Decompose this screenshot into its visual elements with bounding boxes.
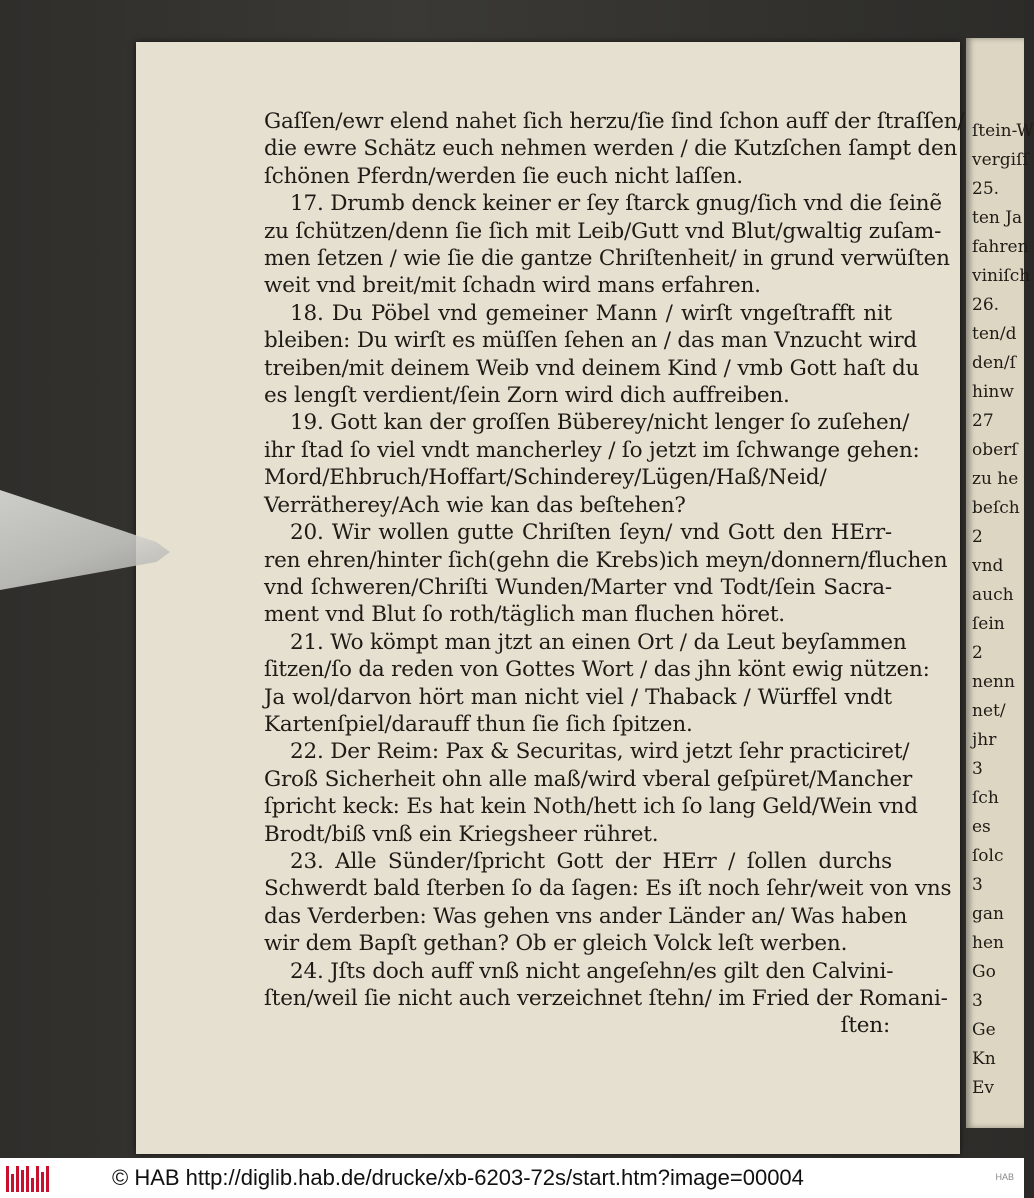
text-line: ſten/weil ſie nicht auch verzeichnet ſtehn/ im Fried der Romani- [264,986,948,1011]
text-line: es lengſt verdient/ſein Zorn wird dich auffreiben. [264,383,790,409]
book-page [136,42,965,1154]
facing-page-fragment: beſch [972,498,1020,518]
facing-page-fragment: ſein [972,614,1005,634]
facing-page-fragment: vnd [972,556,1004,576]
text-line: Verrätherey/Ach wie kan das beſtehen? [264,492,686,518]
text-line: 22. Der Reim: Pax & Securitas, wird jetzt ſehr practiciret/ [290,739,910,765]
text-line: bleiben: Du wirſt es müſſen ſehen an / das man Vnzucht wird [264,328,917,354]
text-line: ment vnd Blut ſo roth/täglich man fluchen höret. [264,602,785,628]
facing-page-fragment: nenn [972,672,1015,692]
facing-page-edge [966,38,1034,1128]
facing-page-fragment: den/ſ [972,353,1016,373]
text-line: die ewre Schätz euch nehmen werden / die Kutzſchen ſampt den [264,136,958,162]
footer-mark: HAB [995,1172,1014,1182]
hab-logo-icon [6,1164,50,1192]
facing-page-fragment: Ge [972,1020,996,1040]
facing-page-fragment: 26. [972,295,1000,315]
facing-page-fragment: net/ [972,701,1006,721]
text-line: ren ehren/hinter ſich(gehn die Krebs)ich meyn/donnern/fluchen [264,547,948,573]
text-line: ſchönen Pferdn/werden ſie euch nicht laſſen. [264,163,743,189]
facing-page-fragment: Ev [972,1078,995,1098]
text-line: 24. Jſts doch auff vnß nicht angeſehn/es gilt den Calvini- [290,958,894,984]
facing-page-fragment: Kn [972,1049,996,1069]
facing-page-fragment: 3 [972,991,983,1011]
text-line: Mord/Ehbruch/Hoffart/Schinderey/Lügen/Haß/Neid/ [264,465,827,491]
footer-credit: © HAB http://diglib.hab.de/drucke/xb-6203-72s/start.htm?image=00004 [112,1165,804,1190]
text-line: Schwerdt bald ſterben ſo da ſagen: Es iſt noch ſehr/weit von vns [264,876,952,902]
facing-page-fragment: 2 [972,527,983,547]
facing-page-fragment: 25. [972,179,1000,199]
text-line: Kartenſpiel/darauff thun ſie ſich ſpitzen. [264,711,693,737]
facing-page-fragment: ſch [972,788,999,808]
facing-page-fragment: ten/d [972,324,1017,344]
facing-page-fragment: ſolc [972,846,1004,866]
facing-page-fragment: vergiſſ [972,150,1029,170]
text-line: vnd ſchweren/Chriſti Wunden/Marter vnd Todt/ſein Sacra- [264,574,892,600]
text-line: 17. Drumb denck keiner er ſey ſtarck gnug/ſich vnd die ſeinẽ [290,191,942,217]
text-line: Ja wol/darvon hört man nicht viel / Thaback / Würffel vndt [264,684,892,710]
text-line: weit vnd breit/mit ſchadn wird mans erfahren. [264,273,761,299]
facing-page-fragment: oberſ [972,440,1018,460]
facing-page-fragment: hinw [972,382,1014,402]
text-line: 20. Wir wollen gutte Chriſten ſeyn/ vnd Gott den HErr- [290,520,892,546]
facing-page-fragment: 3 [972,759,983,779]
text-line: zu ſchützen/denn ſie ſich mit Leib/Gutt vnd Blut/gwaltig zuſam- [264,218,942,244]
facing-page-fragment: es [972,817,991,837]
facing-page-fragment: fahren [972,237,1029,257]
text-line: men ſetzen / wie ſie die gantze Chriſtenheit/ in grund verwüſten [264,246,950,272]
text-line: 21. Wo kömpt man jtzt an einen Ort / da Leut beyſammen [290,629,907,655]
facing-page-fragment: Go [972,962,996,982]
facing-page-fragment: ten Ja [972,208,1023,228]
catchword: ſten: [840,1013,890,1039]
facing-page-fragment: zu he [972,469,1019,489]
text-line: Brodt/biß vnß ein Kriegsheer rühret. [264,821,659,847]
facing-page-fragment: auch [972,585,1014,605]
text-line: wir dem Bapſt gethan? Ob er gleich Volck leſt werben. [264,931,848,957]
facing-page-fragment: 27 [972,411,994,431]
facing-page-fragment: 3 [972,875,983,895]
text-line: Gaſſen/ewr elend nahet ſich herzu/ſie ſind ſchon auff der ſtraſſen/ [264,109,965,134]
footer-bar [0,1158,1024,1198]
facing-page-fragment: jhr [972,730,997,750]
text-line: 19. Gott kan der groſſen Büberey/nicht lenger ſo zuſehen/ [290,410,910,436]
facing-page-fragment: viniſch [972,266,1031,286]
text-line: ſitzen/ſo da reden von Gottes Wort / das jhn könt ewig nützen: [264,657,930,683]
text-line: ſpricht keck: Es hat kein Noth/hett ich ſo lang Geld/Wein vnd [264,794,918,820]
text-line: das Verderben: Was gehen vns ander Länder an/ Was haben [264,903,908,929]
facing-page-fragment: 2 [972,643,983,663]
facing-page-fragment: ſtein-W [972,121,1034,141]
text-line: 18. Du Pöbel vnd gemeiner Mann / wirſt vngeſtrafft nit [290,300,892,326]
text-line: ihr ſtad ſo viel vndt mancherley / ſo jetzt im ſchwange gehen: [264,437,920,463]
text-line: Groß Sicherheit ohn alle maß/wird vberal geſpüret/Mancher [264,766,913,792]
facing-page-fragment: hen [972,933,1004,953]
page-text [264,108,965,1040]
text-line: treiben/mit deinem Weib vnd deinem Kind / vmb Gott haſt du [264,355,920,381]
text-line: 23. Alle Sünder/ſpricht Gott der HErr / ſollen durchs [290,848,892,874]
facing-page-fragment: gan [972,904,1004,924]
